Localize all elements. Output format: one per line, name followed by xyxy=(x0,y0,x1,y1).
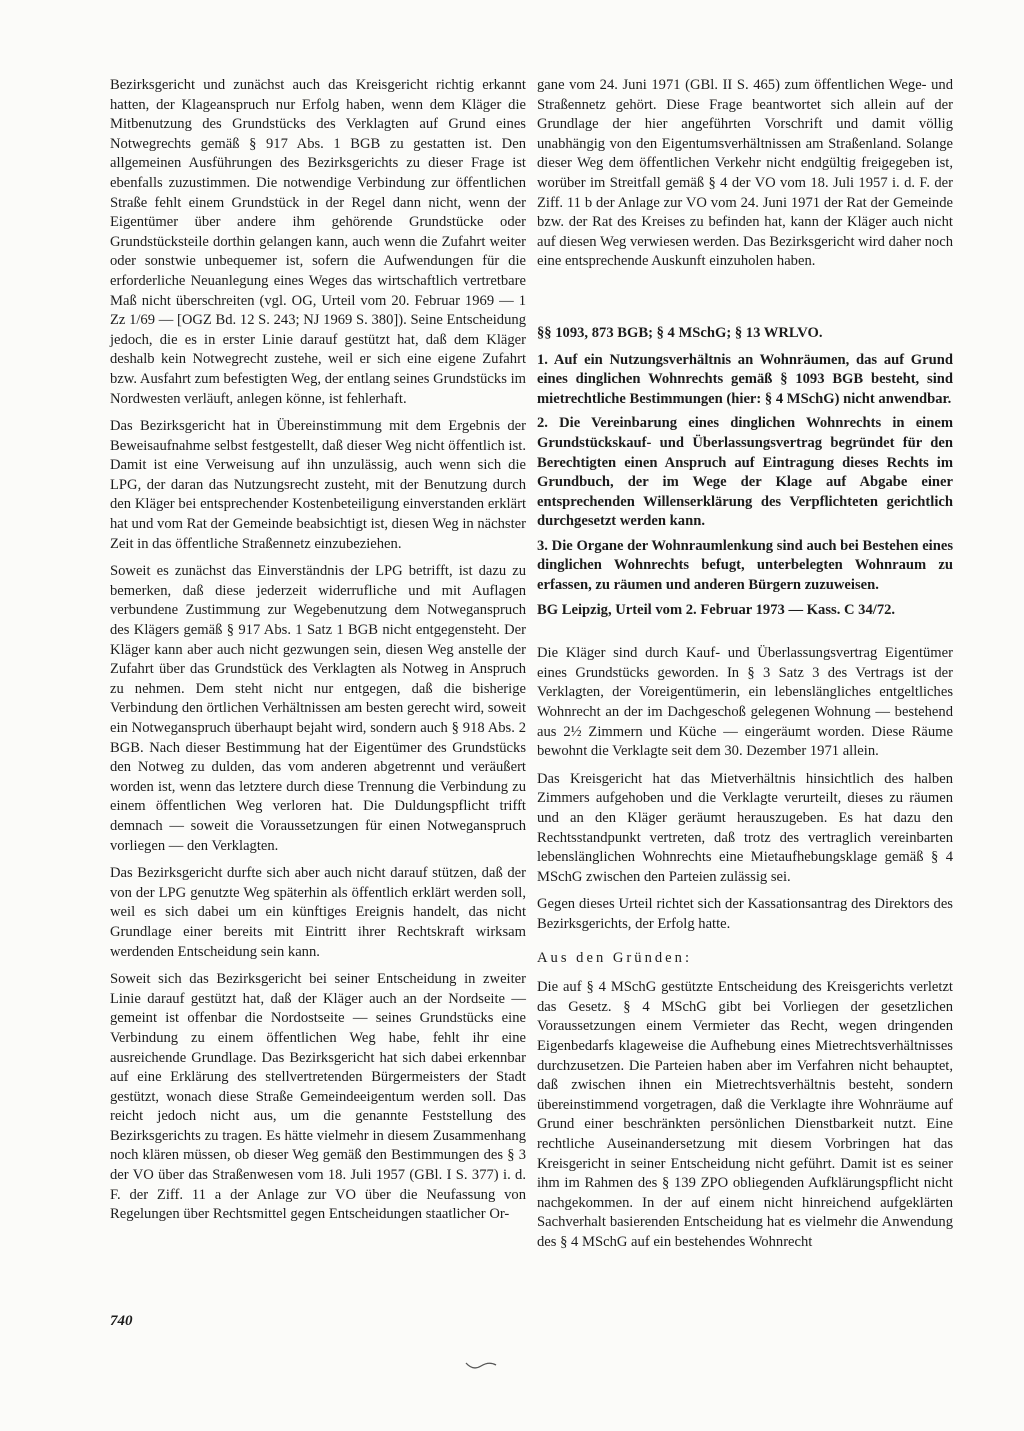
right-column xyxy=(537,76,953,1260)
reasons-heading: Aus den Gründen: xyxy=(537,949,693,966)
statute-heading: §§ 1093, 873 BGB; § 4 MSchG; § 13 WRLVO. xyxy=(537,324,823,341)
paragraph: Soweit es zunächst das Einverständnis der LPG betrifft, ist dazu zu bemerken, daß diese jederzeit widerrufliche und mit Auflagen verbundene Zustimmung zur Wegebenutzung dem Notweganspruch des Klägers gemäß § 917 Abs. 1 Satz 1 BGB nicht entgegensteht. Der Kläger kann aber auch nicht gezwungen sein, diesen Weg anstelle der Zufahrt über das Grundstück des Verklagten als Notweg in Anspruch zu nehmen. Dem steht nicht nur entgegen, daß die bisherige Verbindung den örtlichen Verhältnissen am besten gerecht wird, soweit ein Notweganspruch überhaupt bejaht wird, sondern auch § 918 Abs. 2 BGB. Nach dieser Bestimmung hat der Eigentümer des Grundstücks den Notweg zu dulden, das vom anderen abgetrennt und veräußert worden ist, wenn das letztere durch diese Trennung die Verbindung zu einem öffentlichen Weg verloren hat. Die Duldungspflicht trifft demnach — soweit die Voraussetzungen für einen Notweganspruch vorliegen — den Verklagten. xyxy=(110,563,526,854)
paragraph: Die Kläger sind durch Kauf- und Überlassungsvertrag Eigentümer eines Grundstücks geworden. In § 3 Satz 3 des Vertrags ist der Verklagten, der Voreigentümerin, ein lebenslängliches entgeltliches Wohnrecht an der im Dachgeschoß gelegenen Wohnung — bestehend aus 2½ Zimmern und Küche — eingeräumt worden. Diese Räume bewohnt die Verklagte seit dem 30. Dezember 1971 allein. xyxy=(537,645,953,760)
page-number: 740 xyxy=(110,1313,133,1329)
paragraph: Das Kreisgericht hat das Mietverhältnis hinsichtlich des halben Zimmers aufgehoben und die Verklagte verurteilt, dieses zu räumen und an den Kläger geräumt herauszugeben. Es hat dazu den Rechtsstandpunkt vertreten, daß trotz des vertraglich vereinbarten lebenslänglichen Wohnrechts eine Mietaufhebungsklage gemäß § 4 MSchG zwischen den Parteien zulässig sei. xyxy=(537,770,953,885)
paragraph: Soweit sich das Bezirksgericht bei seiner Entscheidung in zweiter Linie darauf gestützt hat, daß der Kläger auch an der Nordseite — gemeint ist offenbar die Nordostseite — seines Grundstücks eine Verbindung zu einem öffentlichen Weg habe, fehlt ihr eine ausreichende Grundlage. Das Bezirksgericht hat sich dabei erkennbar auf eine Erklärung des stellvertretenden Bürgermeisters der Stadt gestützt, wonach diese Straße Gemeindeeigentum werden soll. Das reicht jedoch nicht aus, um die genannte Feststellung des Bezirksgerichts zu tragen. Es hätte vielmehr in diesem Zusammenhang noch klären müssen, ob dieser Weg gemäß den Bestimmungen des § 3 der VO über das Straßenwesen vom 18. Juli 1957 (GBl. I S. 377) i. d. F. der Ziff. 11 a der Anlage zur VO über die Neufassung von Regelungen über Rechtsmittel gegen Entscheidungen staatlicher Or- xyxy=(110,971,526,1223)
paragraph: Die auf § 4 MSchG gestützte Entscheidung des Kreisgerichts verletzt das Gesetz. § 4 MSchG gibt bei Vorliegen der gesetzlichen Voraussetzungen einem Vermieter das Recht, wegen dringenden Eigenbedarfs klageweise die Aufhebung eines Mietrechtsverhältnisses durchzusetzen. Die Parteien haben aber im Verfahren nicht behauptet, daß zwischen ihnen ein Mietrechtsverhältnis besteht, sondern übereinstimmend vorgetragen, daß die Verklagte ihre Wohnräume auf Grund einer beschränkten persönlichen Dienstbarkeit nutzt. Eine rechtliche Auseinandersetzung mit diesem Vorbringen hat das Kreisgericht in seiner Entscheidung nicht geführt. Damit ist es seiner ihm im Rahmen des § 139 ZPO obliegenden Aufklärungspflicht nicht nachgekommen. In der auf einem nicht hinreichend aufgeklärten Sachverhalt basierenden Entscheidung hat es vielmehr die Anwendung des § 4 MSchG auf ein bestehendes Wohnrecht xyxy=(537,979,953,1250)
headnote: 2. Die Vereinbarung eines dinglichen Wohnrechts in einem Grundstückskauf- und Überlassungsvertrag begründet für den Berechtigten einen Anspruch auf Eintragung dieses Rechts im Grundbuch, der im Wege der Klage auf Abgabe einer entsprechenden Willenserklärung des Verpflichteten gerichtlich durchgesetzt werden kann. xyxy=(537,415,953,530)
paragraph: Das Bezirksgericht durfte sich aber auch nicht darauf stützen, daß der von der LPG genutzte Weg späterhin als öffentlich erklärt werden soll, weil es sich dabei um ein künftiges Ereignis handelt, das nicht Grundlage einer bereits mit Eintritt ihrer Rechtskraft wirksam werdenden Entscheidung sein kann. xyxy=(110,865,526,960)
headnote: 3. Die Organe der Wohnraumlenkung sind auch bei Bestehen eines dinglichen Wohnrechts befugt, unterbelegten Wohnraum zu erfassen, zu räumen und anderen Bürgern zuzuweisen. xyxy=(537,537,953,594)
headnote: 1. Auf ein Nutzungsverhältnis an Wohnräumen, das auf Grund eines dinglichen Wohnrechts gemäß § 1093 BGB besteht, sind mietrechtliche Bestimmungen (hier: § 4 MSchG) nicht anwendbar. xyxy=(537,351,953,407)
paragraph: Das Bezirksgericht hat in Übereinstimmung mit dem Ergebnis der Beweisaufnahme selbst festgestellt, daß dieser Weg nicht öffentlich ist. Damit ist eine Verweisung auf ihn unzulässig, auch wenn sich die LPG, der daran das Nutzungsrecht zusteht, mit der Benutzung durch den Kläger bei entsprechender Kostenbeteiligung einverstanden erklärt hat und vom Rat der Gemeinde beabsichtigt ist, diesen Weg in nächster Zeit in das öffentliche Straßennetz einzubeziehen. xyxy=(110,418,526,552)
paragraph: Gegen dieses Urteil richtet sich der Kassationsantrag des Direktors des Bezirksgerichts, der Erfolg hatte. xyxy=(537,896,953,932)
paragraph: gane vom 24. Juni 1971 (GBl. II S. 465) zum öffentlichen Wege- und Straßennetz gehört. Diese Frage beantwortet sich allein auf der Grundlage der hier angeführten Vorschrift und damit völlig unabhängig von den Eigentumsverhältnissen am Straßenland. Solange dieser Weg dem öffentlichen Verkehr nicht endgültig freigegeben ist, worüber im Streitfall gemäß § 4 der VO vom 18. Juli 1957 i. d. F. der Ziff. 11 b der Anlage zur VO vom 24. Juni 1971 der Rat der Gemeinde bzw. der Rat des Kreises zu befinden hat, kann der Kläger auch nicht auf diesen Weg verwiesen werden. Das Bezirksgericht wird daher noch eine entsprechende Auskunft einzuholen haben. xyxy=(537,77,953,270)
paragraph: Bezirksgericht und zunächst auch das Kreisgericht richtig erkannt hatten, der Klageanspruch nur Erfolg haben, wenn dem Kläger die Mitbenutzung des Grundstücks des Verklagten auf Grund eines Notwegrechts gemäß § 917 Abs. 1 BGB zu gestatten ist. Den allgemeinen Ausführungen des Bezirksgerichts zu dieser Frage ist ebenfalls zuzustimmen. Die notwendige Verbindung zur öffentlichen Straße fehlt einem Grundstück in der Regel dann nicht, wenn der Eigentümer über andere ihm gehörende Grundstücke oder Grundstücksteile dorthin gelangen kann, auch wenn die Zufahrt weiter oder sonstwie unbequemer ist, sofern die Aufwendungen für die erforderliche Neuanlegung eines Weges das wirtschaftlich vertretbare Maß nicht überschreiten (vgl. OG, Urteil vom 20. Februar 1969 — 1 Zz 1/69 — [OGZ Bd. 12 S. 243; NJ 1969 S. 380]). Seine Entscheidung jedoch, die es in erster Linie darauf gestützt hat, daß dem Kläger deshalb kein Notwegrecht zustehe, weil er sich eine eigene Zufahrt bzw. Ausfahrt zum befestigten Weg, der entlang seines Grundstücks im Nordwesten verläuft, anlegen könne, ist fehlerhaft. xyxy=(110,77,526,407)
court-citation: BG Leipzig, Urteil vom 2. Februar 1973 — Kass. C 34/72. xyxy=(537,601,896,618)
footer-ornament-icon xyxy=(464,1360,498,1372)
left-column xyxy=(110,76,526,1233)
